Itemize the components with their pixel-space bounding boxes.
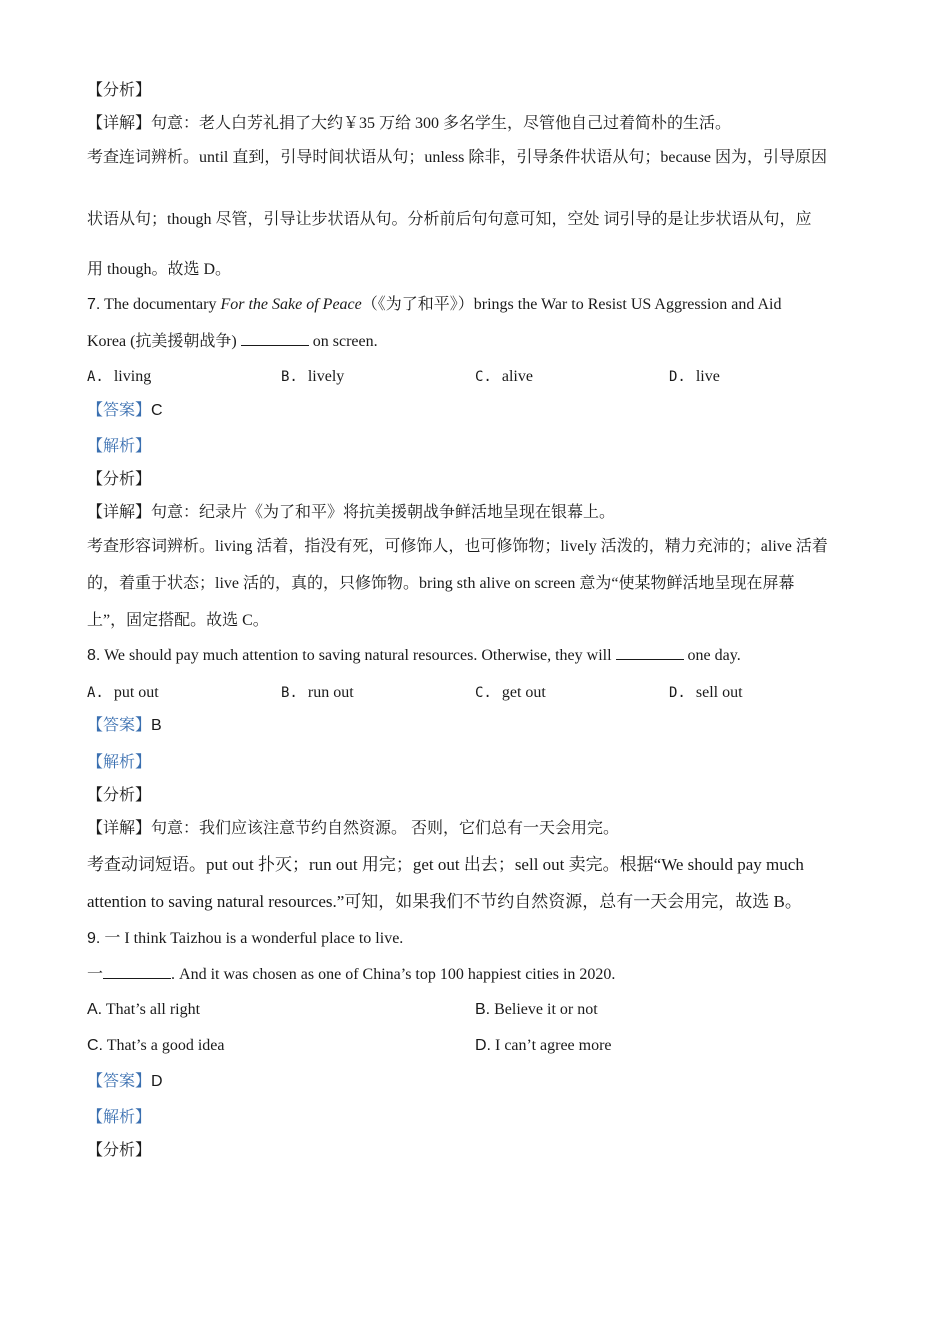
q9-option-b: B. Believe it or not — [475, 1001, 598, 1018]
q8-option-a: A. put out — [87, 684, 159, 701]
q9-option-d: D. I can’t agree more — [475, 1037, 612, 1054]
q8-detail: 【详解】句意：我们应该注意节约自然资源。 否则，它们总有一天会用完。 — [87, 820, 620, 837]
q7-jiexi-tag: 【解析】 — [87, 438, 152, 455]
q8-answer-tag: 【答案】 — [87, 717, 152, 734]
q7-stem-line-1 — [87, 294, 782, 316]
q7-explanation-line-2: 的，着重于状态；live 活的，真的，只修饰物。bring sth alive on screen 意为“使某物鲜活地呈现在屏幕 — [87, 575, 795, 592]
q9-dash: 一 — [87, 966, 104, 983]
q7-stem-a: The documentary — [104, 296, 217, 313]
q6-explanation-line-1: 考查连词辨析。until 直到，引导时间状语从句；unless 除非，引导条件状语从句；because 因为，引导原因 — [87, 149, 827, 166]
q7-option-b: B. lively — [281, 368, 345, 385]
q9-stem-line-1 — [87, 928, 403, 950]
q9-option-c: C. That’s a good idea — [87, 1037, 225, 1054]
q7-stem-c: Korea (抗美援朝战争) — [87, 333, 237, 350]
q7-detail: 【详解】句意：纪录片《为了和平》将抗美援朝战争鲜活地呈现在银幕上。 — [87, 504, 616, 521]
q8-stem-a: We should pay much attention to saving natural resources. Otherwise, they will — [104, 647, 612, 664]
q8-option-c: C. get out — [475, 684, 546, 701]
q8-stem-b: one day. — [687, 647, 741, 664]
q9-jiexi-tag: 【解析】 — [87, 1109, 152, 1126]
q8-answer — [87, 715, 162, 737]
q7-blank — [241, 331, 309, 346]
q7-answer-value: C — [151, 402, 163, 419]
q7-explanation-line-3: 上”，固定搭配。故选 C。 — [87, 612, 269, 629]
q7-option-a: A. living — [87, 368, 152, 385]
q7-stem-d: on screen. — [312, 333, 378, 350]
q9-analysis-tag: 【分析】 — [87, 1142, 152, 1159]
q8-option-b: B. run out — [281, 684, 354, 701]
q8-jiexi-tag: 【解析】 — [87, 754, 152, 771]
q7-option-c: C. alive — [475, 368, 533, 385]
q8-number: 8. — [87, 647, 101, 664]
q6-analysis-tag: 【分析】 — [87, 82, 152, 99]
q7-stem-b: （《为了和平》）brings the War to Resist US Aggression and Aid — [361, 296, 782, 313]
q8-explanation-line-1: 考查动词短语。put out 扑灭；run out 用完；get out 出去；sell out 卖完。根据“We should pay much — [87, 855, 804, 874]
q6-detail: 【详解】句意：老人白芳礼捐了大约￥35 万给 300 多名学生，尽管他自己过着简朴的生活。 — [87, 115, 732, 132]
q7-answer-tag: 【答案】 — [87, 402, 152, 419]
q9-line-1: 一 I think Taizhou is a wonderful place to live. — [104, 930, 404, 947]
q7-option-d: D. live — [669, 368, 720, 385]
q7-analysis-tag: 【分析】 — [87, 471, 152, 488]
q9-option-a: A. That’s all right — [87, 1001, 201, 1018]
q7-answer — [87, 400, 163, 422]
q8-analysis-tag: 【分析】 — [87, 787, 152, 804]
q9-stem-line-2 — [87, 964, 615, 986]
q9-blank — [103, 964, 171, 979]
q8-stem — [87, 645, 741, 667]
q7-stem-title: For the Sake of Peace — [220, 296, 362, 313]
q9-number: 9. — [87, 930, 101, 947]
q8-blank — [616, 645, 684, 660]
q8-explanation-line-2: attention to saving natural resources.”可知，如果我们不节约自然资源，总有一天会用完，故选 B。 — [87, 892, 802, 911]
q7-number: 7. — [87, 296, 101, 313]
q6-explanation-line-3: 用 though。故选 D。 — [87, 261, 232, 278]
q6-explanation-line-2: 状语从句；though 尽管，引导让步状语从句。分析前后句句意可知，空处 词引导的是让步状语从句，应 — [87, 211, 812, 228]
q7-explanation-line-1: 考查形容词辨析。living 活着，指没有死，可修饰人，也可修饰物；lively 活泼的，精力充沛的；alive 活着 — [87, 538, 828, 555]
q9-answer-tag: 【答案】 — [87, 1073, 152, 1090]
q7-stem-line-2 — [87, 331, 378, 353]
q9-line-2: . And it was chosen as one of China’s top 100 happiest cities in 2020. — [171, 966, 616, 983]
q8-option-d: D. sell out — [669, 684, 743, 701]
q9-answer-value: D — [151, 1073, 163, 1090]
q8-answer-value: B — [151, 717, 162, 734]
q9-answer — [87, 1071, 163, 1093]
